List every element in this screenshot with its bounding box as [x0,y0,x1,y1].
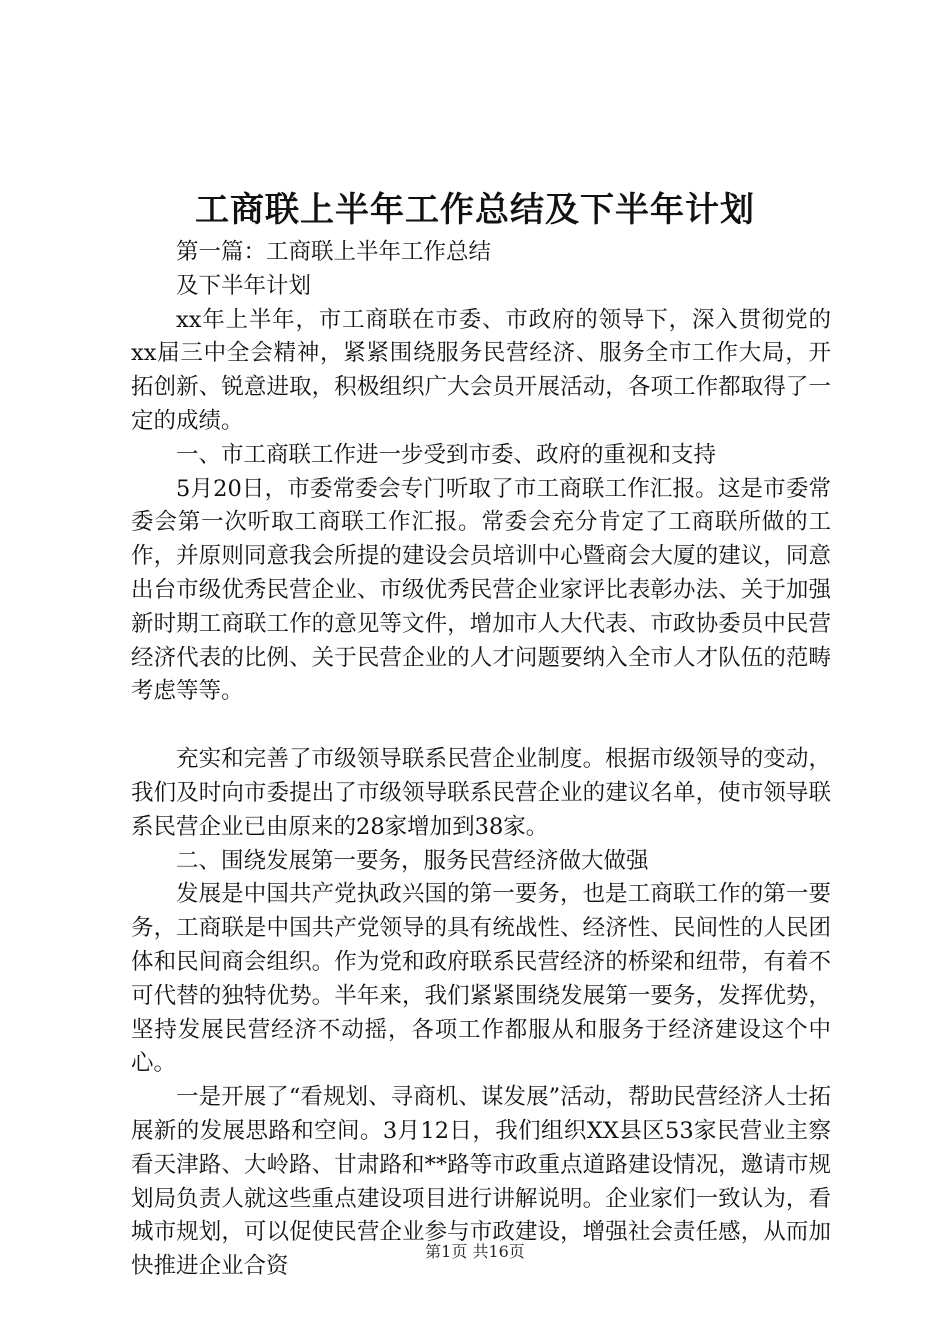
paragraph-intro: xx年上半年，市工商联在市委、市政府的领导下，深入贯彻党的xx届三中全会精神，紧紧围绕服务民营经济、服务全市工作大局，开拓创新、锐意进取，积极组织广大会员开展活动，各项工作都取得了一定的成绩。 [131,306,831,434]
document-title: 工商联上半年工作总结及下半年计划 [195,190,755,230]
document-body [131,236,831,1284]
paragraph-development: 发展是中国共产党执政兴国的第一要务，也是工商联工作的第一要务，工商联是中国共产党领导的具有统战性、经济性、民间性的人民团体和民间商会组织。作为党和政府联系民营经济的桥梁和纽带，有着不可代替的独特优势。半年来，我们紧紧围绕发展第一要务，发挥优势，坚持发展民营经济不动摇，各项工作都服从和服务于经济建设这个中心。 [131,881,831,1077]
paragraph-standing-committee: 5月20日，市委常委会专门听取了市工商联工作汇报。这是市委常委会第一次听取工商联工作汇报。常委会充分肯定了工商联所做的工作，并原则同意我会所提的建设会员培训中心暨商会大厦的建议，同意出台市级优秀民营企业、市级优秀民营企业家评比表彰办法、关于加强新时期工商联工作的意见等文件，增加市人大代表、市政协委员中民营经济代表的比例、关于民营企业的人才问题要纳入全市人才队伍的范畴考虑等等。 [131,475,831,705]
subheading-two: 二、围绕发展第一要务，服务民营经济做大做强 [176,847,649,874]
subheading-one: 一、市工商联工作进一步受到市委、政府的重视和支持 [176,441,717,468]
paragraph-gap [131,709,831,743]
section-heading-line-2: 及下半年计划 [176,272,312,299]
page-footer: 第1页 共16页 [425,1242,525,1261]
paragraph-leader-contact: 充实和完善了市级领导联系民营企业制度。根据市级领导的变动，我们及时向市委提出了市级领导联系民营企业的建议名单，使市领导联系民营企业已由原来的28家增加到38家。 [131,746,831,840]
paragraph-activity-one: 一是开展了“看规划、寻商机、谋发展”活动，帮助民营经济人士拓展新的发展思路和空间。3月12日，我们组织XX县区53家民营业主察看天津路、大岭路、甘肃路和**路等市政重点道路建设情况，邀请市规划局负责人就这些重点建设项目进行讲解说明。企业家们一致认为，看城市规划，可以促使民营企业参与市政建设，增强社会责任感，从而加快推进企业合资 [131,1084,831,1280]
section-heading-line-1: 第一篇：工商联上半年工作总结 [176,239,492,265]
